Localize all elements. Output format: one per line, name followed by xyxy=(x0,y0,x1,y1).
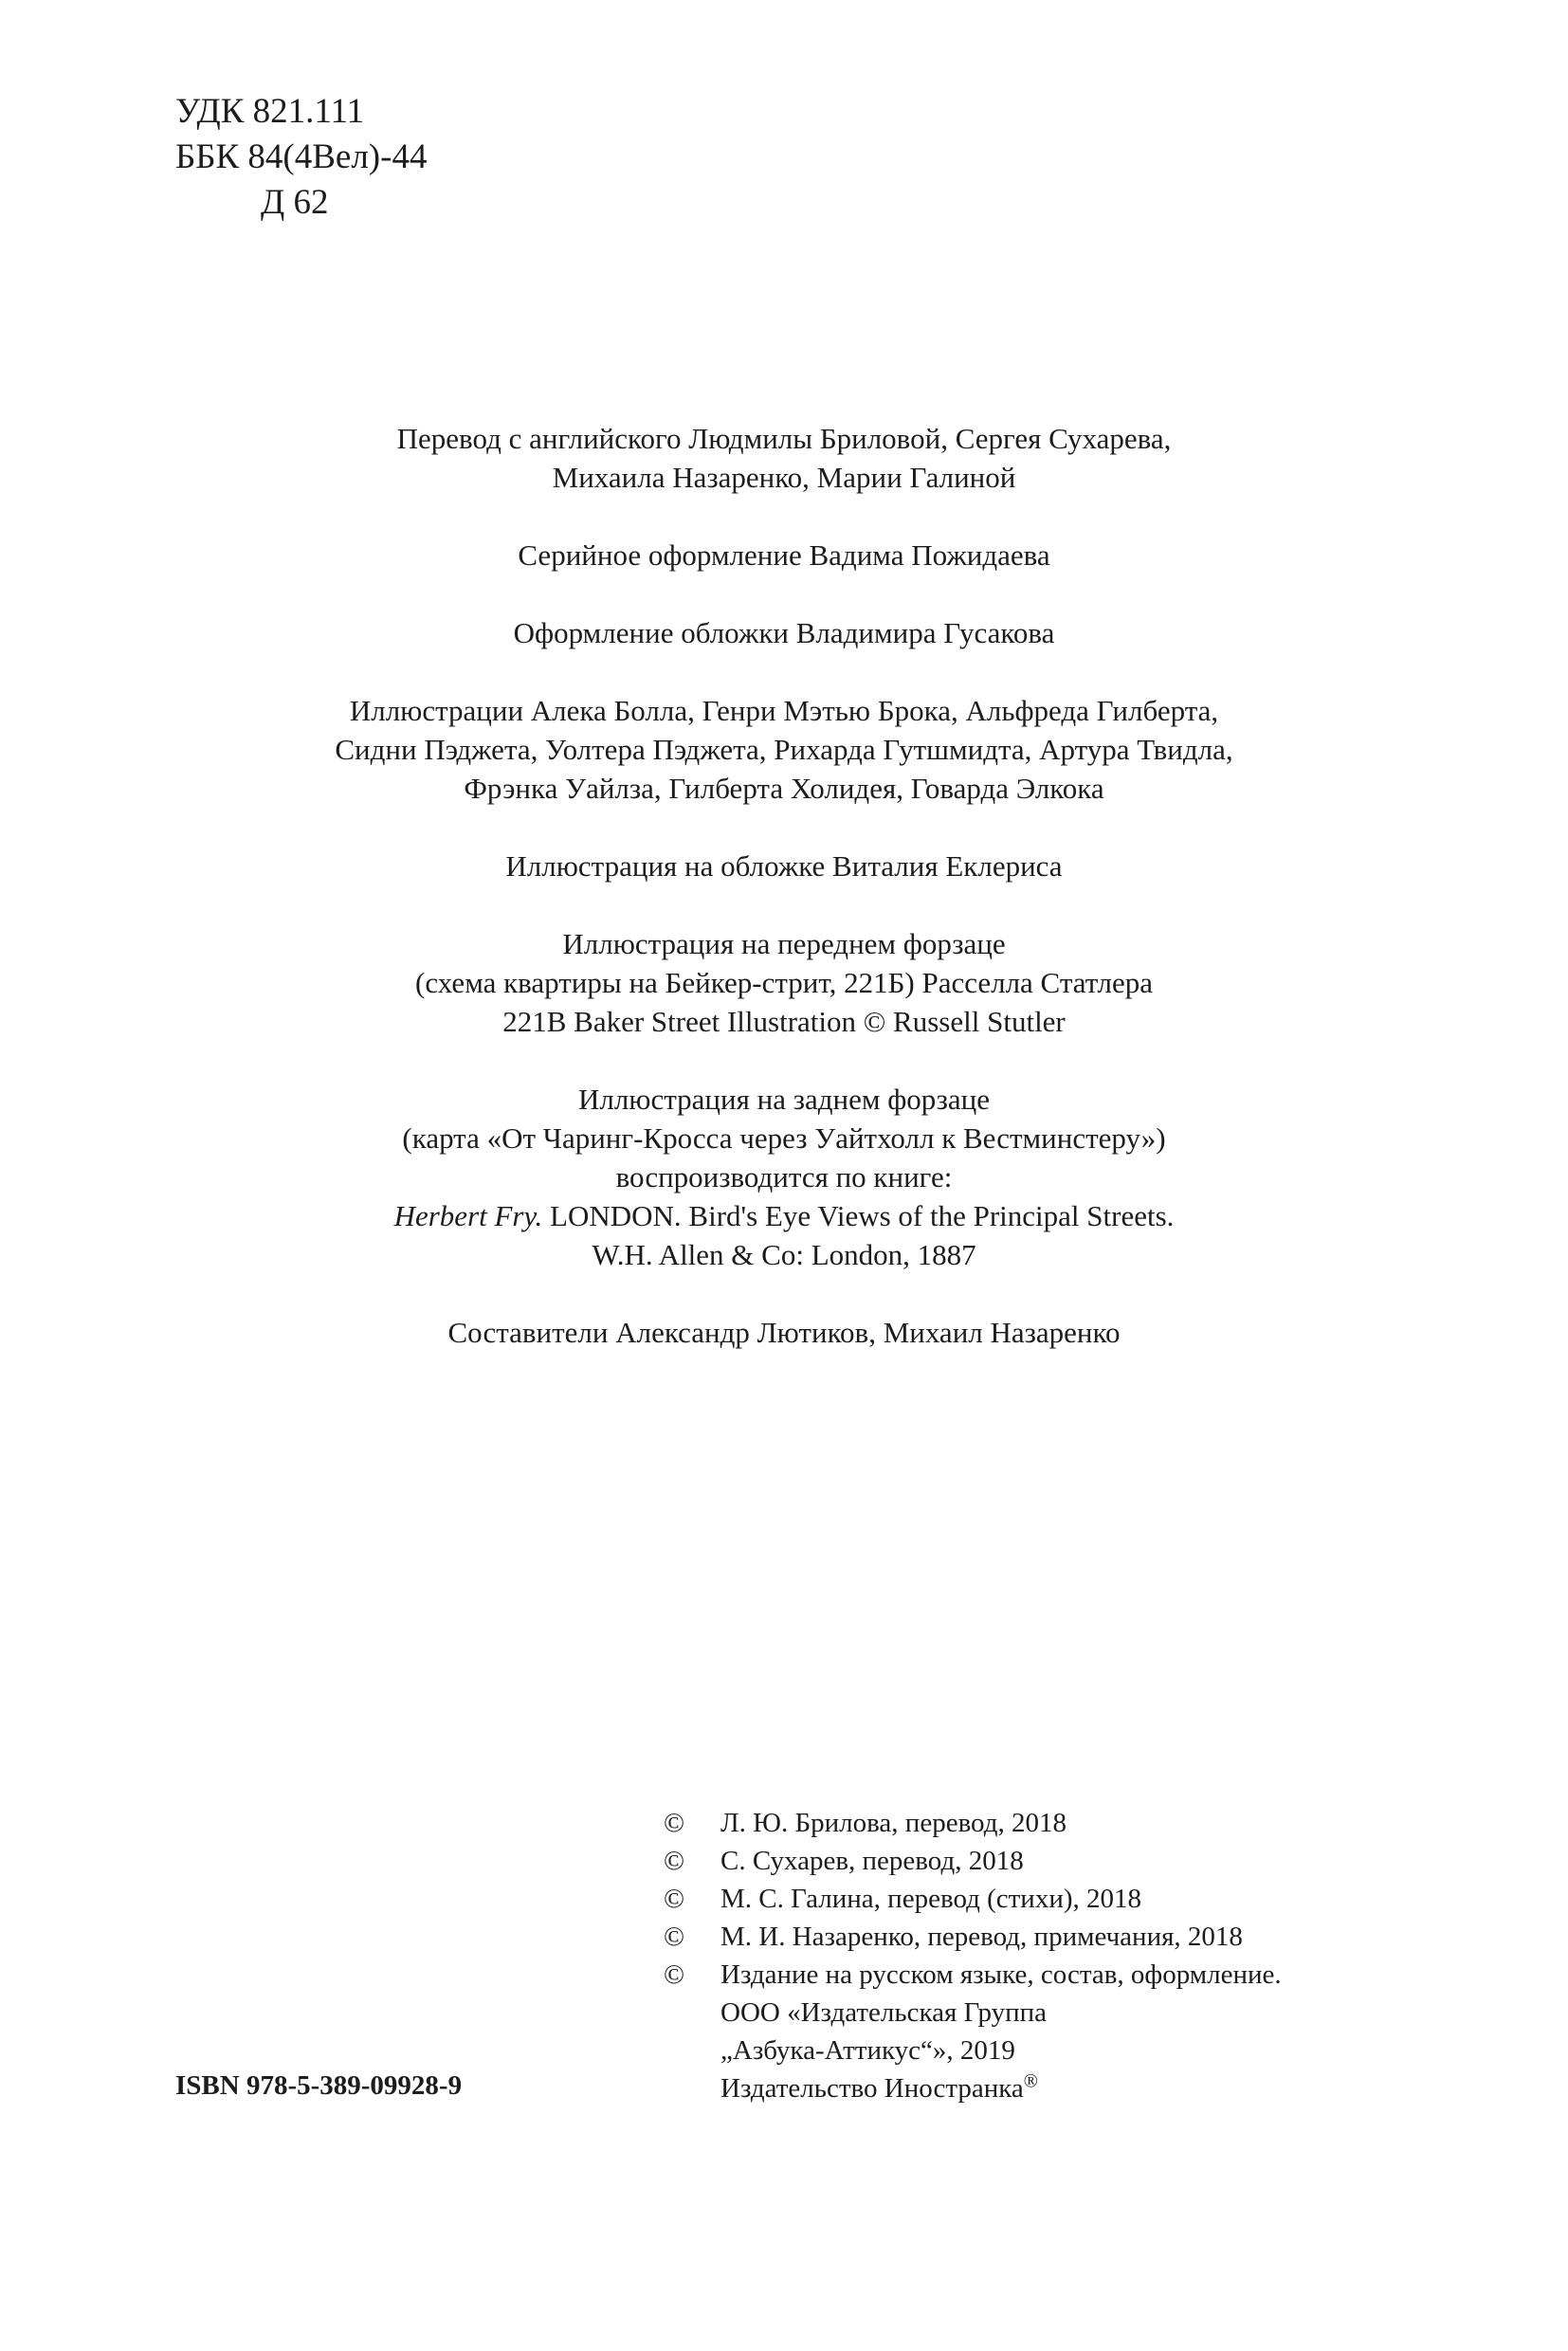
credits-section xyxy=(0,419,1568,1391)
credit-line: Иллюстрации Алека Болла, Генри Мэтью Брока, Альфреда Гилберта, xyxy=(349,694,1219,727)
copyright-text: М. С. Галина, перевод (стихи), 2018 xyxy=(720,1884,1142,1914)
credit-line: Составители Александр Лютиков, Михаил Назаренко xyxy=(447,1316,1121,1349)
copyright-text xyxy=(720,2069,1282,2107)
copyright-item xyxy=(664,1842,1282,1880)
credit-line: Оформление обложки Владимира Гусакова xyxy=(513,616,1055,649)
copyright-icon: © xyxy=(664,1808,685,1838)
credit-line: Сидни Пэджета, Уолтера Пэджета, Рихарда Гутшмидта, Артура Твидла, xyxy=(335,733,1233,766)
source-title: LONDON. Bird's Eye Views of the Principal Streets. xyxy=(542,1199,1175,1232)
credit-line: 221B Baker Street Illustration © Russell Stutler xyxy=(502,1005,1066,1038)
credit-line xyxy=(0,1196,1568,1235)
credit-line: (карта «От Чаринг-Кросса через Уайтхолл к Вестминстеру») xyxy=(402,1121,1166,1155)
copyright-text: М. И. Назаренко, перевод, примечания, 2018 xyxy=(720,1922,1243,1952)
udk-code: УДК 821.111 xyxy=(175,92,365,131)
copyright-icon: © xyxy=(664,1846,685,1876)
illustrations-credit xyxy=(0,691,1568,808)
credit-line: воспроизводится по книге: xyxy=(615,1160,953,1194)
credit-line: Иллюстрация на заднем форзаце xyxy=(577,1083,991,1116)
copyright-item xyxy=(664,1918,1282,1956)
translation-credit xyxy=(0,419,1568,497)
copyright-item xyxy=(664,1804,1282,1842)
copyright-text: Издание на русском языке, состав, оформление. xyxy=(720,1959,1282,1990)
copyright-icon: © xyxy=(664,1922,685,1952)
publisher-name: Издательство Иностранка xyxy=(720,2073,1024,2104)
classification-codes xyxy=(175,89,427,226)
credit-line: Перевод с английского Людмилы Бриловой, Сергея Сухарева, xyxy=(396,422,1172,455)
credit-line: Иллюстрация на переднем форзаце xyxy=(562,927,1006,960)
copyright-text: С. Сухарев, перевод, 2018 xyxy=(720,1846,1024,1876)
back-endpaper-credit xyxy=(0,1080,1568,1274)
copyright-text: „Азбука-Аттикус“», 2019 xyxy=(720,2035,1015,2066)
copyright-icon: © xyxy=(664,1884,685,1914)
credit-line: Фрэнка Уайлза, Гилберта Холидея, Говарда Элкока xyxy=(464,772,1104,805)
front-endpaper-credit xyxy=(0,924,1568,1041)
copyright-item xyxy=(664,1880,1282,1918)
copyright-icon: © xyxy=(664,1959,685,1990)
source-author: Herbert Fry. xyxy=(393,1199,543,1232)
compilers-credit xyxy=(0,1313,1568,1352)
credit-line: Михаила Назаренко, Марии Галиной xyxy=(552,461,1016,494)
registered-trademark-icon: ® xyxy=(1023,2070,1038,2092)
credit-line: W.H. Allen & Co: London, 1887 xyxy=(592,1238,976,1271)
cover-design-credit xyxy=(0,613,1568,652)
isbn: ISBN 978-5-389-09928-9 xyxy=(175,2070,463,2101)
credit-line: Иллюстрация на обложке Виталия Еклериса xyxy=(505,849,1063,883)
copyright-notices xyxy=(664,1804,1282,2107)
cover-illustration-credit xyxy=(0,847,1568,885)
copyright-edition xyxy=(664,1956,1282,2107)
copyright-text: Л. Ю. Брилова, перевод, 2018 xyxy=(720,1808,1067,1838)
series-design-credit xyxy=(0,536,1568,574)
author-mark: Д 62 xyxy=(261,183,329,222)
copyright-text: ООО «Издательская Группа xyxy=(720,1997,1048,2028)
credit-line: Серийное оформление Вадима Пожидаева xyxy=(518,538,1050,572)
bbk-code: ББК 84(4Вел)-44 xyxy=(175,137,428,176)
credit-line: (схема квартиры на Бейкер-стрит, 221Б) Расселла Статлера xyxy=(415,966,1153,999)
